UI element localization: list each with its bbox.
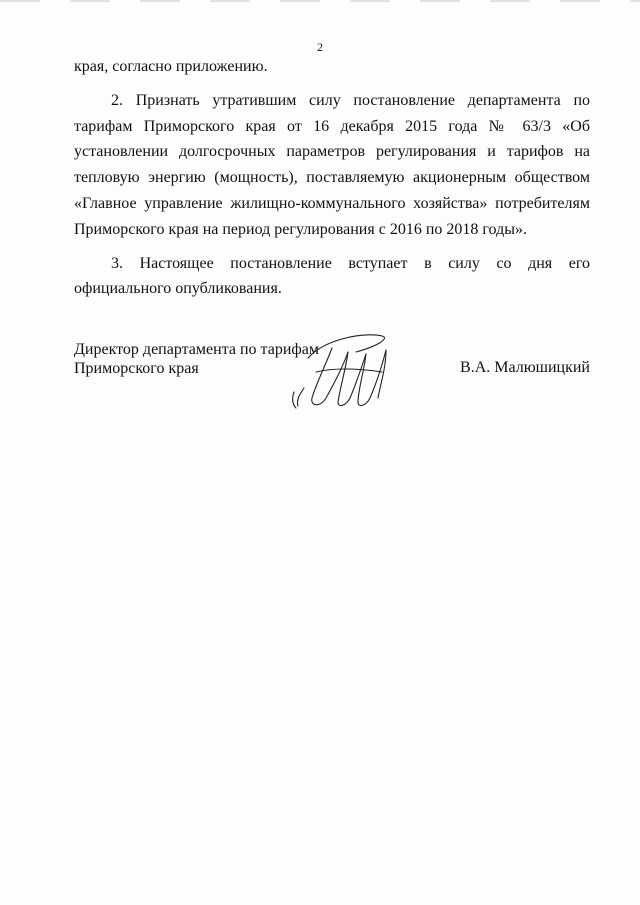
signatory-title-line-2: Приморского края — [74, 360, 199, 377]
signatory-title-line-1: Директор департамента по тарифам — [74, 341, 319, 358]
paragraph-item-3: 3. Настоящее постановление вступает в силу со дня его официального опубликования. — [74, 254, 590, 298]
signatory-name: В.А. Малюшицкий — [460, 359, 590, 376]
handwritten-signature-icon — [286, 328, 406, 413]
page-number: 2 — [317, 40, 323, 54]
scan-top-edge — [0, 0, 640, 2]
paragraph-continuation: края, согласно приложению. — [74, 58, 268, 75]
paragraph-item-2: 2. Признать утратившим силу постановление департамента по тарифам Приморского края от 16 декабря 2015 года № 63/3 «Об установлении долгосрочных параметров регулирования и тарифов на тепловую энергию (мощность), поставляемую акционерным обществом «Главное управление жилищно-коммунального хозяйства» потребителям Приморского края на период регулирования с 2016 по 2018 годы». — [74, 91, 590, 238]
document-body — [74, 54, 590, 310]
